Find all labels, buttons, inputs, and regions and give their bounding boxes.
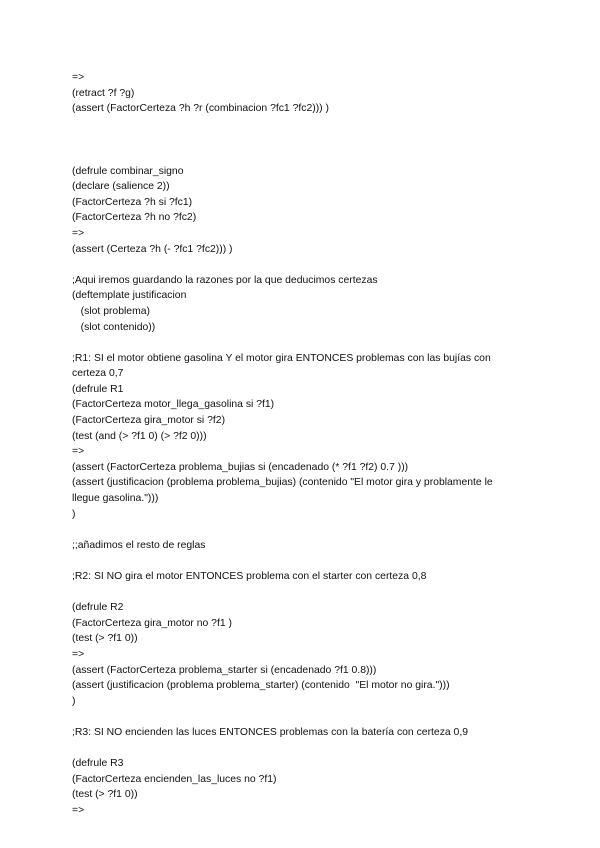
text-line: (assert (justificacion (problema problema_bujias) (contenido "El motor gira y problamente le	[72, 477, 493, 489]
text-line: =>	[72, 804, 85, 816]
text-line: (deftemplate justificacion	[72, 290, 187, 302]
text-line: (assert (FactorCerteza problema_starter si (encadenado ?f1 0.8)))	[72, 664, 377, 676]
text-line: )	[72, 695, 76, 707]
text-line: (test (and (> ?f1 0) (> ?f2 0)))	[72, 430, 207, 442]
text-line: =>	[72, 648, 85, 660]
text-line	[72, 522, 542, 538]
text-line: (defrule R2	[72, 602, 124, 614]
text-line: (test (> ?f1 0))	[72, 789, 138, 801]
text-line: (FactorCerteza gira_motor no ?f1 )	[72, 617, 232, 629]
text-line: (FactorCerteza gira_motor si ?f2)	[72, 415, 226, 427]
text-line: =>	[72, 446, 85, 458]
text-line: )	[72, 508, 76, 520]
text-line	[72, 132, 542, 148]
text-line: (FactorCerteza encienden_las_luces no ?f1)	[72, 773, 277, 785]
text-line: (assert (Certeza ?h (- ?fc1 ?fc2))) )	[72, 243, 233, 255]
text-line: (declare (salience 2))	[72, 181, 170, 193]
text-line: (defrule combinar_signo	[72, 165, 184, 177]
text-line	[72, 741, 542, 757]
text-line: =>	[72, 227, 85, 239]
text-line: (assert (justificacion (problema problema_starter) (contenido "El motor no gira.")))	[72, 680, 450, 692]
text-line: (FactorCerteza ?h no ?fc2)	[72, 212, 197, 224]
text-line: (test (> ?f1 0))	[72, 633, 138, 645]
text-line: (FactorCerteza ?h si ?fc1)	[72, 196, 193, 208]
text-line	[72, 335, 542, 351]
text-line	[72, 585, 542, 601]
code-text-block	[72, 70, 542, 819]
text-line: (assert (FactorCerteza ?h ?r (combinacion ?fc1 ?fc2))) )	[72, 103, 329, 115]
text-line	[72, 553, 542, 569]
text-line: ;;añadimos el resto de reglas	[72, 539, 206, 551]
text-line: ;R1: SI el motor obtiene gasolina Y el motor gira ENTONCES problemas con las bujías con	[72, 352, 491, 364]
text-line: (slot problema)	[72, 305, 150, 317]
text-line: ;Aqui iremos guardando la razones por la que deducimos certezas	[72, 274, 378, 286]
text-line: llegue gasolina.")))	[72, 493, 159, 505]
text-line	[72, 117, 542, 133]
text-line	[72, 148, 542, 164]
text-line: (defrule R1	[72, 383, 124, 395]
text-line	[72, 709, 542, 725]
text-line: certeza 0,7	[72, 368, 124, 380]
text-line: (defrule R3	[72, 758, 124, 770]
text-line: (slot contenido))	[72, 321, 156, 333]
text-line: ;R3: SI NO encienden las luces ENTONCES problemas con la batería con certeza 0,9	[72, 726, 469, 738]
text-line	[72, 257, 542, 273]
text-line: (assert (FactorCerteza problema_bujias si (encadenado (* ?f1 ?f2) 0.7 )))	[72, 461, 409, 473]
text-line: (retract ?f ?g)	[72, 87, 135, 99]
text-line: =>	[72, 72, 85, 83]
text-line: ;R2: SI NO gira el motor ENTONCES problema con el starter con certeza 0,8	[72, 571, 427, 582]
text-line: (FactorCerteza motor_llega_gasolina si ?f1)	[72, 399, 275, 411]
